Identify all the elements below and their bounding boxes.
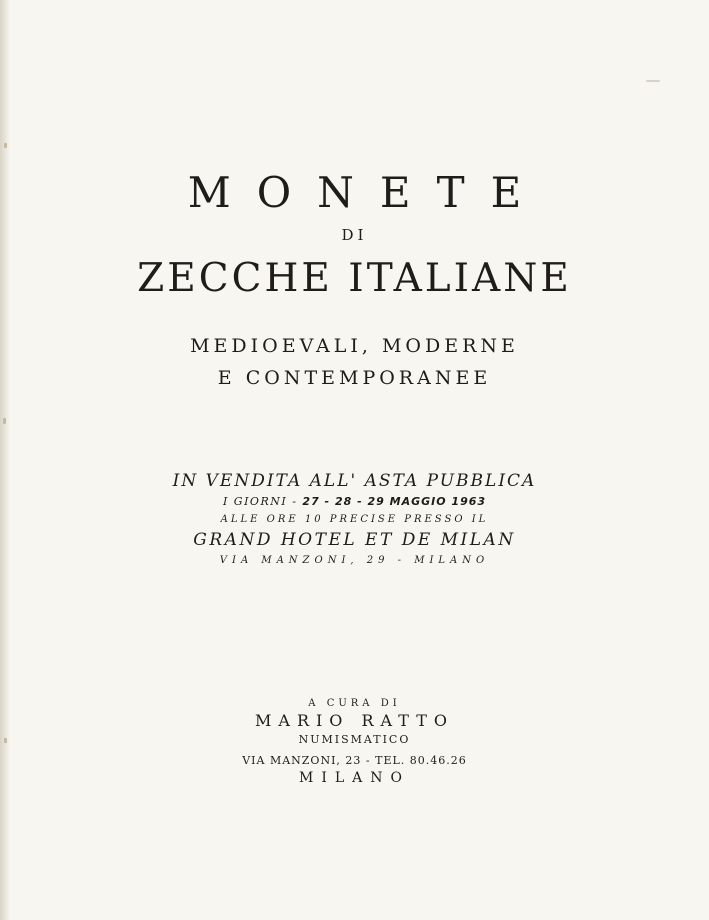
paper-speck — [4, 738, 7, 743]
paper-speck — [3, 418, 6, 424]
title-di: DI — [341, 226, 368, 244]
subtitle-line-2: E CONTEMPORANEE — [217, 367, 492, 389]
auction-venue-address: VIA MANZONI, 29 - MILANO — [219, 555, 490, 566]
title-monete: MONETE — [187, 168, 548, 217]
paper-speck — [4, 143, 7, 148]
paper-speck — [646, 80, 660, 82]
auction-time: ALLE ORE 10 PRECISE PRESSO IL — [220, 514, 489, 525]
curator-intro: A CURA DI — [308, 698, 401, 709]
curator-address: VIA MANZONI, 23 - TEL. 80.46.26 — [242, 754, 467, 767]
auction-dates-values: 27 - 28 - 29 MAGGIO 1963 — [302, 495, 487, 508]
curator-city: MILANO — [299, 770, 410, 786]
auction-heading: IN VENDITA ALL' ASTA PUBBLICA — [172, 471, 537, 491]
auction-venue: GRAND HOTEL ET DE MILAN — [193, 530, 516, 550]
auction-dates — [0, 495, 709, 508]
subtitle-line-1: MEDIOEVALI, MODERNE — [190, 335, 519, 357]
auction-dates-prefix: I GIORNI - — [222, 495, 298, 508]
curator-name: MARIO RATTO — [255, 711, 454, 730]
title-zecche-italiane: ZECCHE ITALIANE — [137, 256, 572, 301]
curator-profession: NUMISMATICO — [298, 733, 411, 746]
